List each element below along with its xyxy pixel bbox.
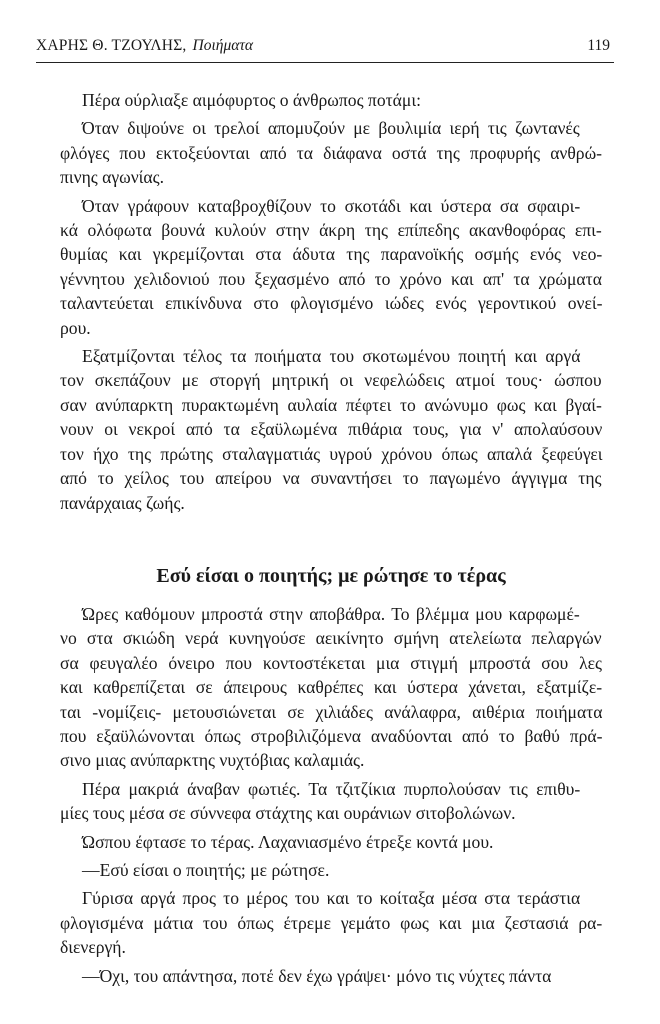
paragraph: [60, 964, 602, 988]
text-line: διενεργή.: [60, 937, 126, 958]
text-line: και καθρεπίζεται σε άπειρους καθρέπες και ύστερα χάνεται, εξατμίζε-: [60, 677, 603, 698]
text-line: θυμίας και γκρεμίζονται στα άδυτα της παρανοϊκής οσμής ενός νεο-: [60, 244, 603, 265]
text-line: Ώσπου έφτασε το τέρας. Λαχανιασμένο έτρεξε κοντά μου.: [82, 831, 494, 852]
running-head: [36, 36, 614, 63]
text-line: φλογισμένα μάτια του όπως έτρεμε γεμάτο φως και μια ζεστασιά ρα-: [60, 912, 603, 933]
text-line: τον ήχο της πρώτης σταλαγματιάς υγρού χρόνου όπως απαλά ξεφεύγει: [60, 443, 603, 464]
text-line: νο στα σκιώδη νερά κυνηγούσε αεικίνητο σμήνη ατελείωτα πελαργών: [60, 628, 602, 649]
text-line: κά ολόφωτα βουνά κυλούν στην άκρη της επίπεδης ακανθοφόρας επι-: [60, 220, 602, 241]
paragraph: [60, 116, 602, 189]
paragraph: [60, 602, 602, 773]
text-line: Εξατμίζονται τέλος τα ποιήματα του σκοτωμένου ποιητή και αργά: [82, 346, 581, 367]
paragraph: [60, 886, 602, 959]
paragraph: [60, 830, 602, 854]
section-title: Εσύ είσαι ο ποιητής; με ρώτησε το τέρας: [156, 565, 506, 587]
text-line: πανάρχαιας ζωής.: [60, 492, 185, 513]
text-line: Γύρισα αργά προς το μέρος του και το κοίταξα μέσα στα τεράστια: [82, 888, 581, 909]
paragraph: [60, 858, 602, 882]
page-number: 119: [587, 37, 610, 54]
paragraph: [60, 88, 602, 112]
text-line: ρου.: [60, 317, 91, 338]
paragraph: [60, 194, 602, 340]
text-block-part1: [60, 88, 602, 519]
text-line: Πέρα μακριά άναβαν φωτιές. Τα τζιτζίκια πυρπολούσαν τις επιθυ-: [82, 778, 581, 799]
text-line: από το χείλος του απείρου να συναντήσει το παγωμένο άγγιγμα της: [60, 468, 602, 489]
paragraph: [60, 344, 602, 515]
text-line: φλόγες που εκτοξεύονται από τα διάφανα οστά της προφυρής ανθρώ-: [60, 142, 603, 163]
text-line: Πέρα ούρλιαξε αιμόφυρτος ο άνθρωπος ποτάμι:: [82, 90, 421, 110]
paragraph: [60, 777, 602, 826]
text-line: νουν οι νεκροί από τα εξαϋλωμένα πιθάρια τους, για ν' απολαύσουν: [60, 419, 603, 440]
text-line: σινο μιας ανύπαρκτης νυχτόβιας καλαμιάς.: [60, 750, 365, 771]
work-title: Ποιήματα: [192, 37, 254, 54]
text-line: —Εσύ είσαι ο ποιητής; με ρώτησε.: [82, 860, 330, 881]
text-line: γέννητου χελιδονιού που ξεχασμένο από το χρόνο και απ' τα χρώματα: [60, 268, 602, 289]
text-line: Ώρες καθόμουν μπροστά στην αποβάθρα. Το βλέμμα μου καρφωμέ-: [82, 604, 580, 624]
text-line: τον σκεπάζουν με στοργή μητρική οι νεφελώδεις ατμοί τους· ώσπου: [60, 370, 602, 391]
text-line: ταλαντεύεται επικίνδυνα στο φλογισμένο ιώδες ενός γεροντικού ονεί-: [60, 293, 603, 314]
text-line: που εξαϋλώνονται όπως στροβιλιζόμενα αναδύονται από το βαθύ πρά-: [60, 726, 603, 747]
text-line: ται -νομίζεις- μετουσιώνεται σε χιλιάδες ανάλαφρα, αιθέρια ποιήματα: [60, 701, 603, 722]
text-line: —Όχι, του απάντησα, ποτέ δεν έχω γράψει· μόνο τις νύχτες πάντα: [82, 965, 552, 986]
text-line: Όταν διψούνε οι τρελοί απομυζούν με βουλιμία ιερή τις ζωντανές: [82, 118, 580, 139]
text-line: πινης αγωνίας.: [60, 167, 164, 188]
text-line: Όταν γράφουν καταβροχθίζουν το σκοτάδι και ύστερα σα σφαιρι-: [82, 195, 581, 216]
text-block-part2: [60, 602, 602, 992]
text-line: μίες τους μέσα σε σύννεφα στάχτης και ουράνιων σιτοβολώνων.: [60, 803, 516, 824]
text-line: σα φευγαλέο όνειρο που κοντοστέκεται μια στιγμή μπροστά σου λες: [60, 652, 602, 673]
text-line: σαν ανύπαρκτη πυρακτωμένη αυλαία πέφτει το ανώνυμο φως και βγαί-: [60, 394, 602, 415]
author-name: ΧΑΡΗΣ Θ. ΤΖΟΥΛΗΣ,: [36, 37, 187, 54]
